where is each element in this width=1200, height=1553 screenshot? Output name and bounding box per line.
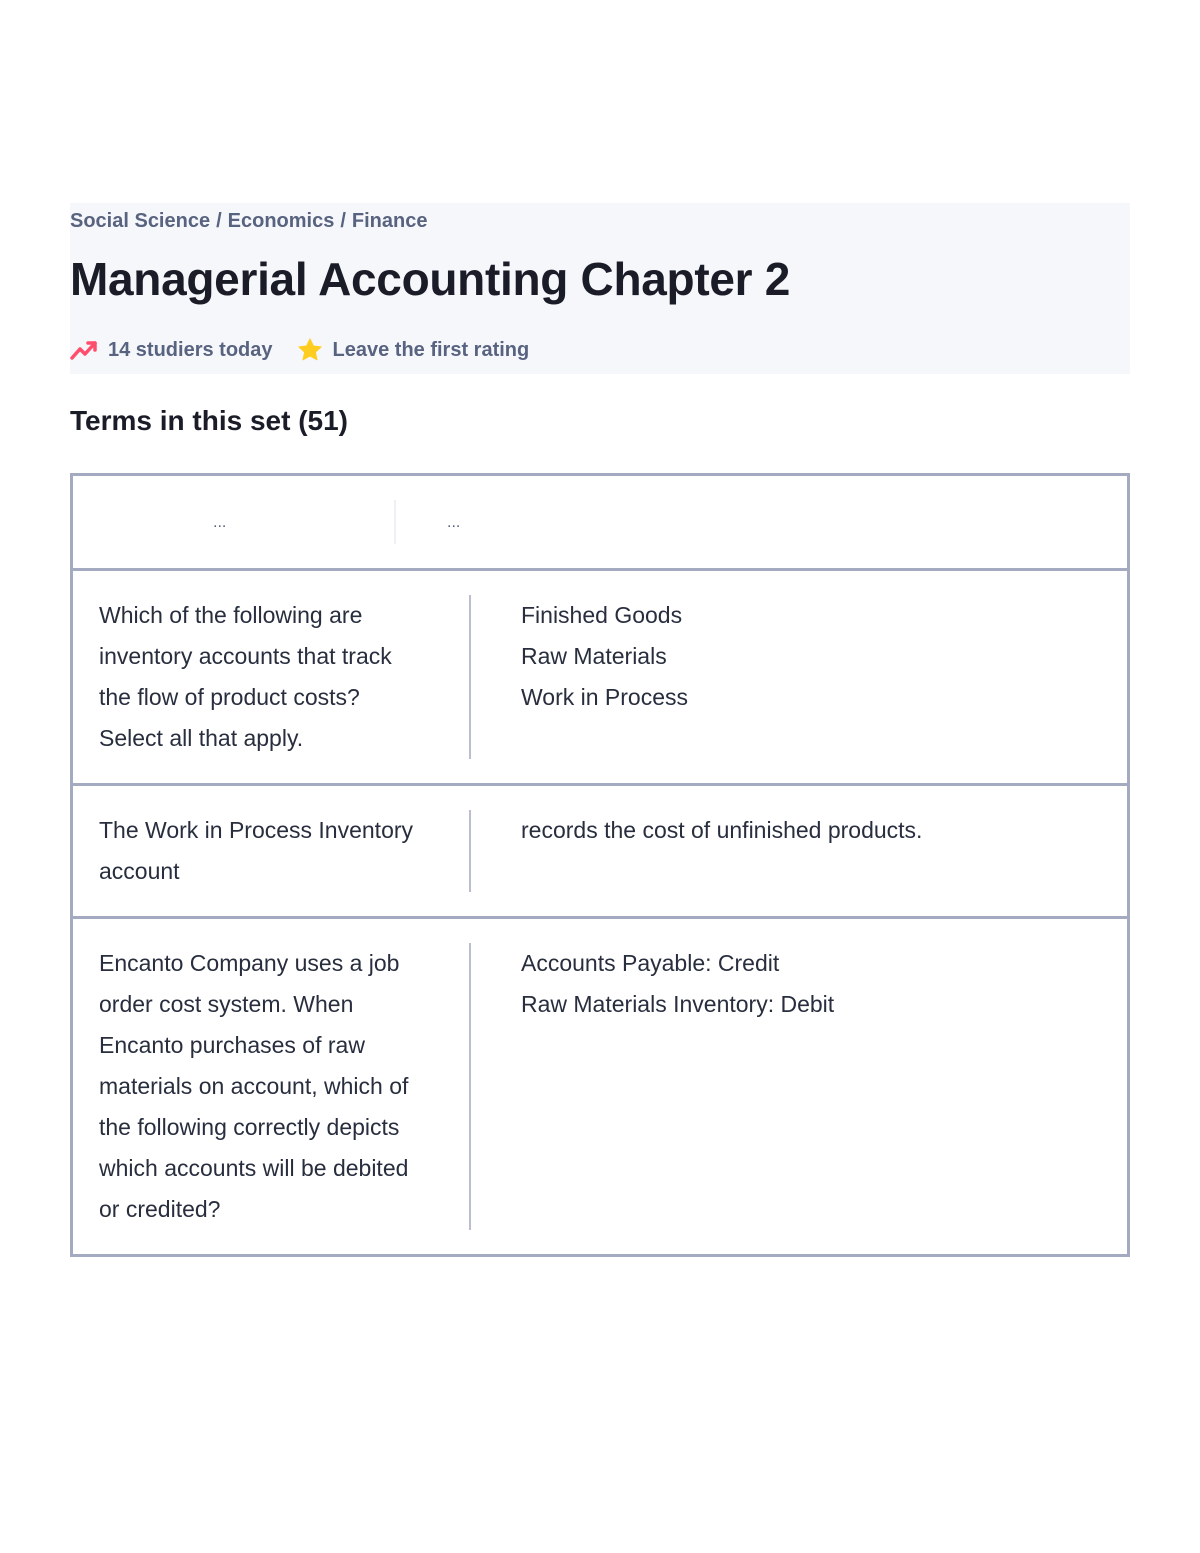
terms-table (70, 473, 1130, 1257)
trending-up-icon (70, 339, 98, 361)
definition-line: records the cost of unfinished products. (521, 817, 923, 843)
terms-heading: Terms in this set (51) (70, 405, 349, 436)
star-icon[interactable] (297, 337, 323, 363)
definition-line: Finished Goods (521, 602, 683, 628)
breadcrumb (70, 207, 427, 235)
term-card[interactable] (73, 916, 1127, 1254)
term-card[interactable] (73, 783, 1127, 916)
term-text-content: The Work in Process Inventory account (99, 817, 414, 884)
term-text (73, 943, 471, 1230)
definition-line: Raw Materials (521, 643, 667, 669)
breadcrumb-finance[interactable]: Finance (351, 209, 428, 232)
page-title: Managerial Accounting Chapter 2 (70, 253, 791, 305)
term-text (73, 595, 471, 759)
term-text-content: Encanto Company uses a job order cost system. When Encanto purchases of raw materials on account, which of the following correctly depicts which accounts will be debited or credited? (99, 950, 409, 1222)
term-card[interactable] (73, 568, 1127, 783)
definition-line: Work in Process (521, 684, 689, 710)
placeholder-divider (394, 500, 396, 544)
definition-line: Raw Materials Inventory: Debit (521, 991, 835, 1017)
set-stats (70, 335, 529, 365)
leave-rating-link[interactable]: Leave the first rating (332, 338, 530, 361)
definition-text (471, 810, 1127, 892)
placeholder-term: ... (213, 514, 227, 531)
term-text-content: Which of the following are inventory accounts that track the flow of product costs? Select all that apply. (99, 602, 392, 751)
placeholder-definition: ... (447, 514, 461, 531)
definition-line: Accounts Payable: Credit (521, 950, 780, 976)
breadcrumb-social-science[interactable]: Social Science (70, 209, 211, 232)
terms-table-placeholder-row (73, 476, 1127, 568)
breadcrumb-separator: / (340, 209, 346, 232)
breadcrumb-economics[interactable]: Economics (227, 209, 335, 232)
studiers-count: 14 studiers today (108, 338, 273, 361)
term-text (73, 810, 471, 892)
definition-text (471, 943, 1127, 1230)
breadcrumb-separator: / (216, 209, 222, 232)
definition-text (471, 595, 1127, 759)
